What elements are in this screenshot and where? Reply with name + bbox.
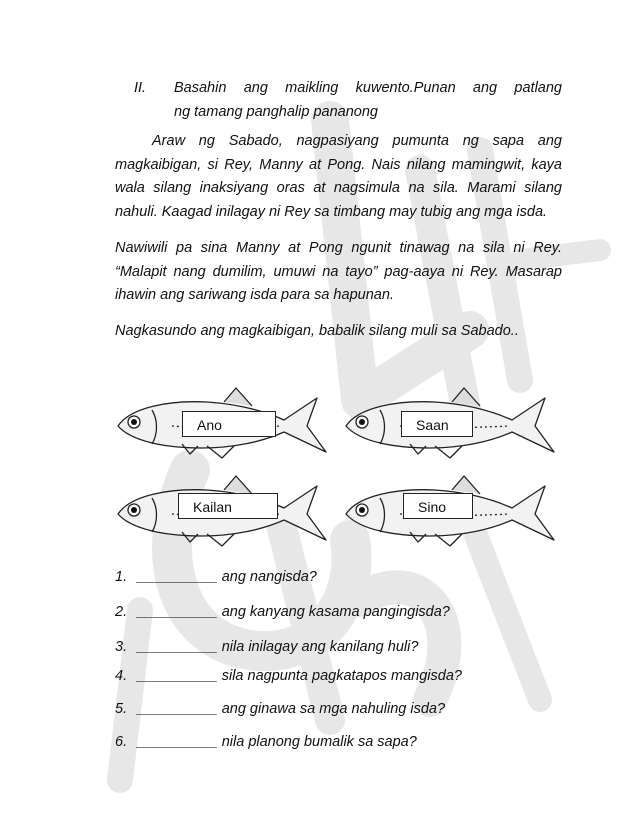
answer-blank[interactable]: __________ — [137, 639, 218, 655]
question-number: 5. — [115, 701, 128, 717]
fish-label-saan: Saan — [401, 411, 473, 437]
story-paragraph-2: Nawiwili pa sina Manny at Pong ngunit tinawag na sila ni Rey. “Malapit nang dumilim, umuwi na tayo” pag-aaya ni Rey. Masarap ihawin ang sariwang isda para sa hapunan. — [115, 240, 562, 303]
story-paragraph-3: Nagkasundo ang magkaibigan, babalik silang muli sa Sabado.. — [115, 323, 519, 339]
question-text: ang nangisda? — [217, 569, 317, 585]
fish-label-sino: Sino — [403, 493, 473, 519]
question-text: ang ginawa sa mga nahuling isda? — [217, 701, 446, 717]
question-number: 2. — [115, 604, 128, 620]
answer-blank[interactable]: __________ — [137, 604, 218, 620]
question-text: nila inilagay ang kanilang huli? — [217, 639, 419, 655]
question-6 — [115, 731, 575, 755]
section-number: II. — [134, 80, 147, 96]
answer-blank[interactable]: __________ — [137, 734, 218, 750]
fish-label-kailan: Kailan — [178, 493, 278, 519]
question-number: 4. — [115, 668, 128, 684]
answer-blank[interactable]: __________ — [137, 668, 218, 684]
question-number: 6. — [115, 734, 128, 750]
question-4 — [115, 665, 575, 689]
question-5 — [115, 698, 575, 722]
question-2 — [115, 601, 575, 625]
instruction-line-2: ng tamang panghalip pananong — [174, 104, 378, 120]
question-text: nila planong bumalik sa sapa? — [217, 734, 417, 750]
instruction-line-1: Basahin ang maikling kuwento.Punan ang patlang — [174, 80, 562, 96]
question-number: 1. — [115, 569, 128, 585]
question-1 — [115, 566, 575, 590]
question-number: 3. — [115, 639, 128, 655]
question-3 — [115, 636, 575, 660]
fish-label-ano: Ano — [182, 411, 276, 437]
story-paragraph-1: Araw ng Sabado, nagpasiyang pumunta ng sapa ang magkaibigan, si Rey, Manny at Pong. Nais nilang mamingwit, kaya wala silang inaksiyang oras at nagsimula na sila. Marami silang nahuli. Kaagad inilagay ni Rey sa timbang may tubig ang mga isda. — [115, 133, 562, 220]
question-text: sila nagpunta pagkatapos mangisda? — [217, 668, 462, 684]
fish-illustrations — [112, 382, 572, 550]
answer-blank[interactable]: __________ — [137, 569, 218, 585]
answer-blank[interactable]: __________ — [137, 701, 218, 717]
question-text: ang kanyang kasama pangingisda? — [217, 604, 450, 620]
